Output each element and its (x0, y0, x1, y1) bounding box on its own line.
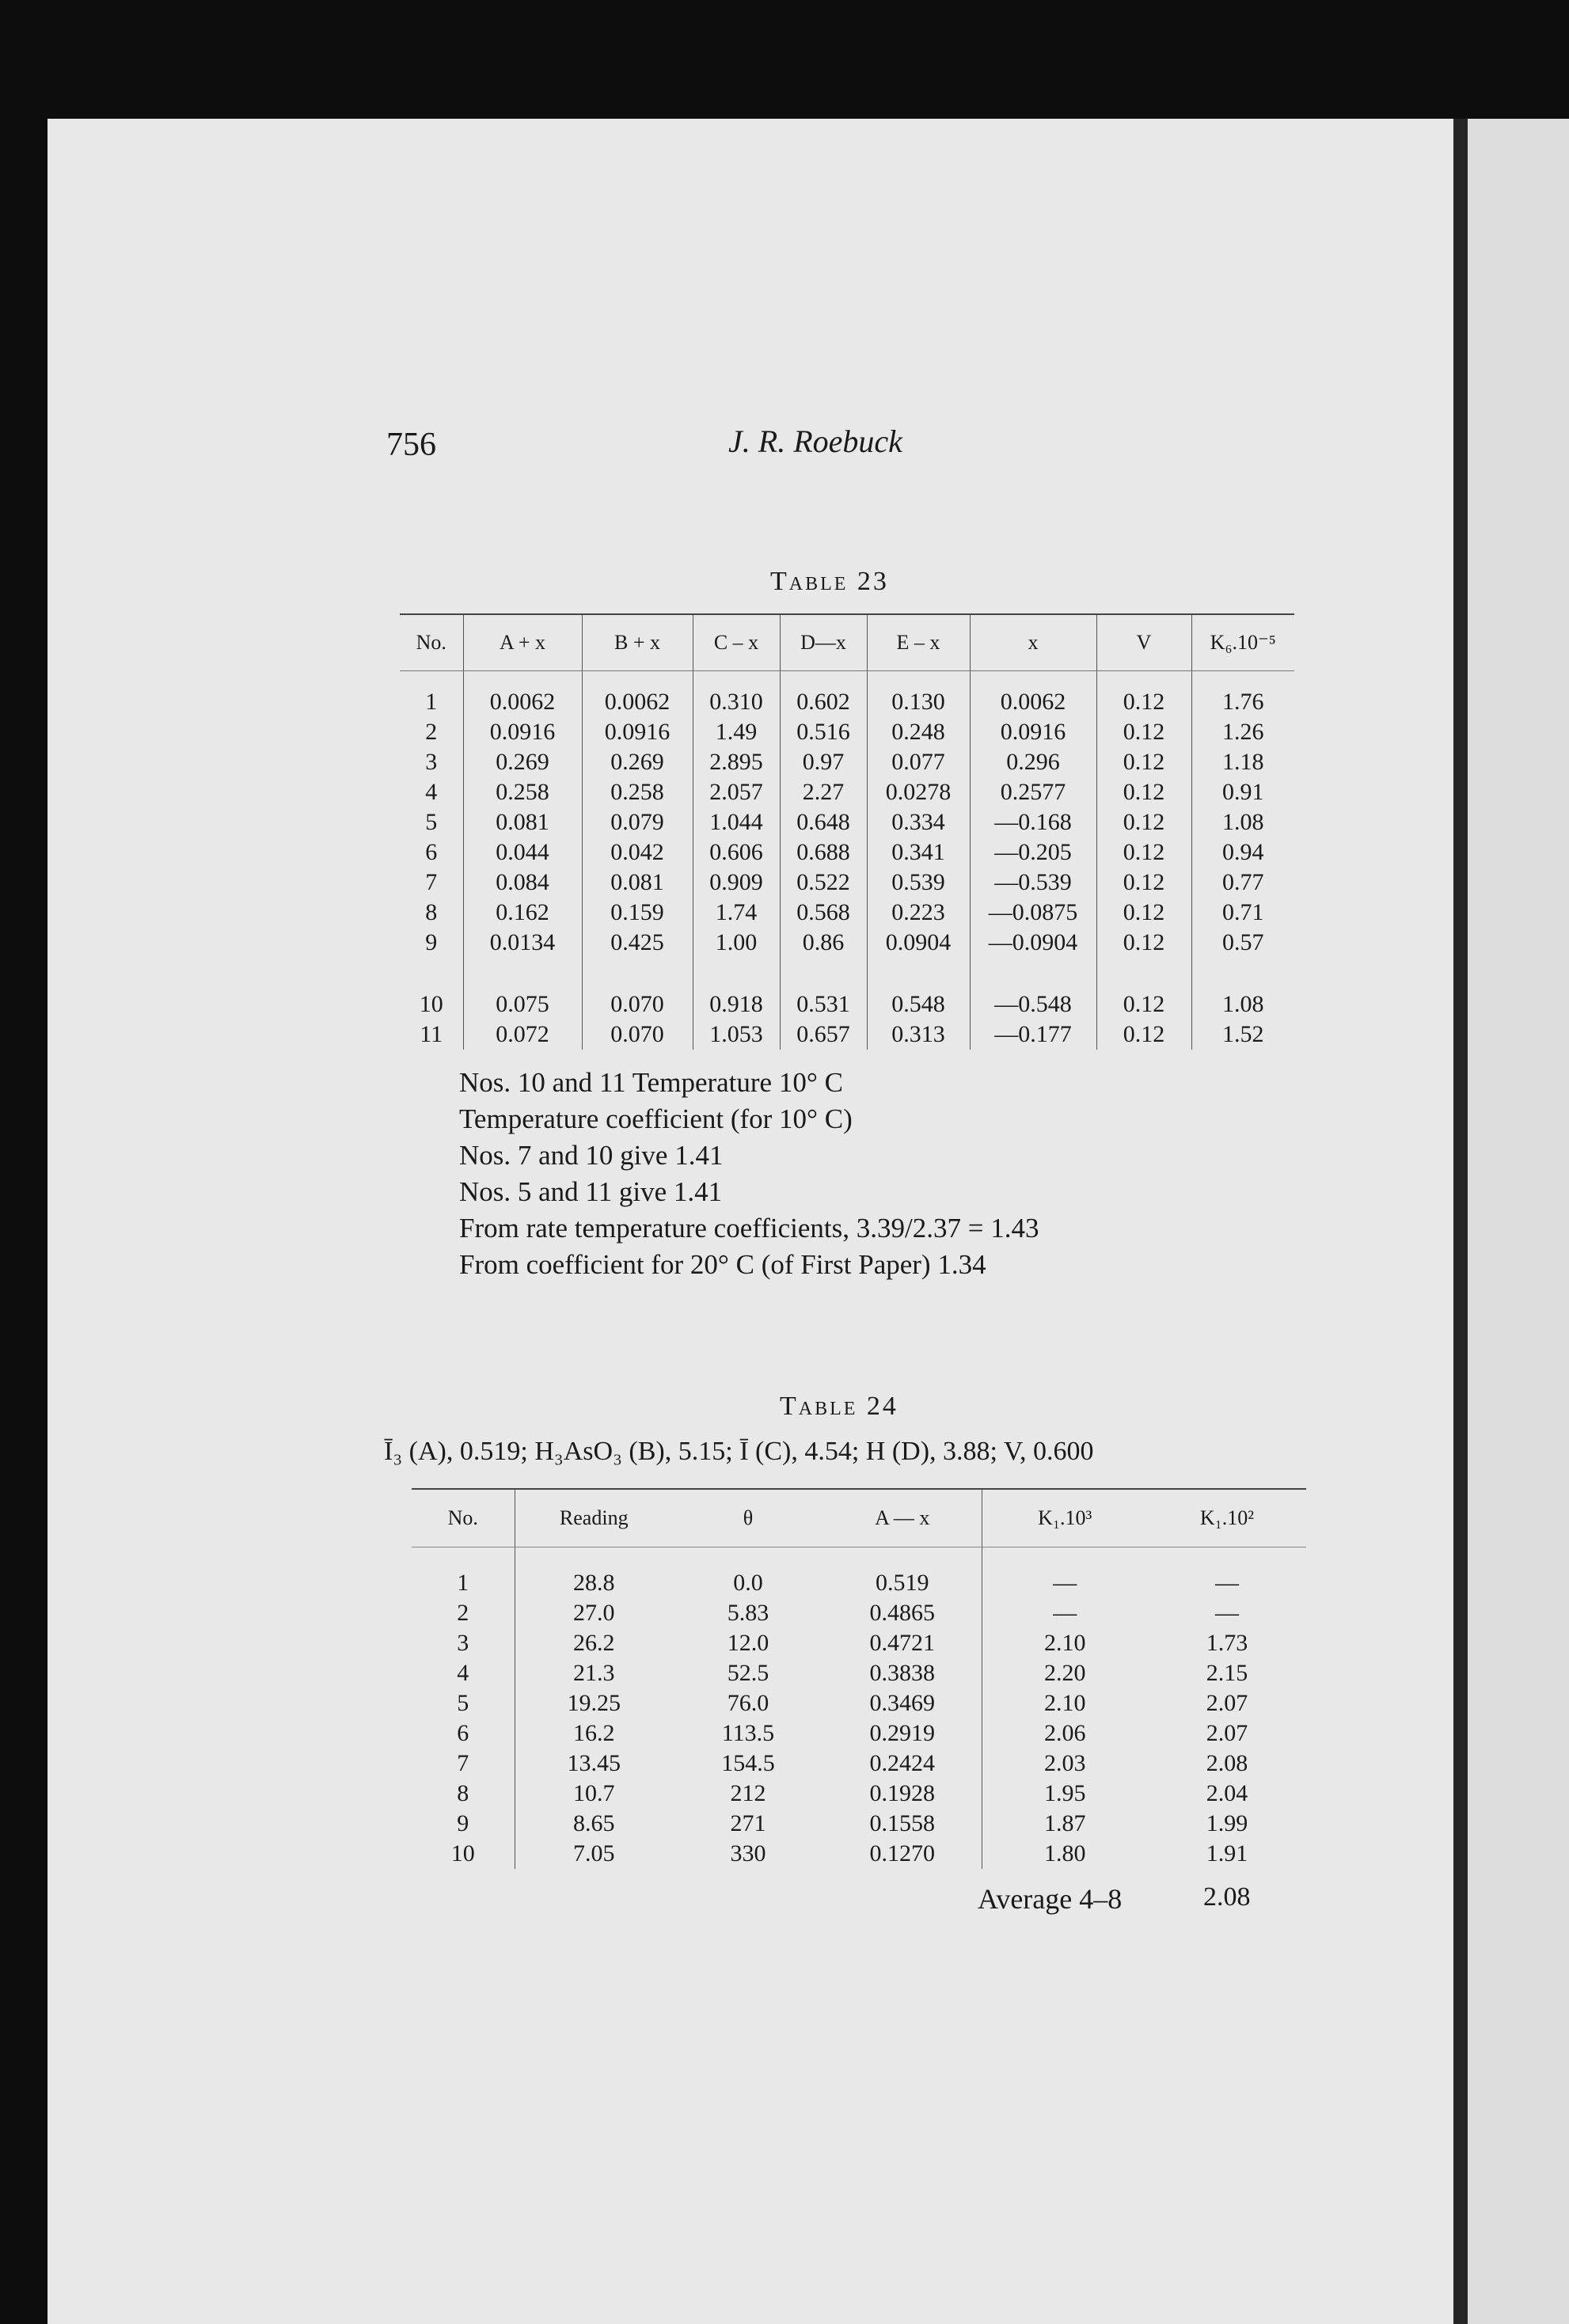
table-cell: 8 (425, 899, 438, 925)
table-cell: 1.87 (982, 1809, 1148, 1839)
table-cell: 0.91 (1191, 777, 1294, 807)
table-cell: 6 (425, 839, 438, 865)
table-row (412, 1688, 1306, 1718)
table-cell: 0.539 (867, 868, 970, 898)
table-24 (412, 1488, 1306, 1869)
table-cell: 10 (419, 991, 443, 1017)
table-23-col-b-plus-x: B + x (582, 614, 693, 671)
table-23-col-x: x (970, 614, 1096, 671)
table-row (400, 837, 1294, 868)
table-cell: 1.73 (1206, 1630, 1248, 1656)
table-24-col-reading: Reading (515, 1489, 673, 1547)
table-cell: 0.0916 (970, 717, 1096, 747)
table-cell: 0.568 (780, 898, 867, 928)
table-cell: 1.80 (982, 1839, 1148, 1869)
table-cell: 9 (425, 929, 438, 955)
table-cell: 1.76 (1191, 687, 1294, 717)
table-cell: 0.71 (1191, 898, 1294, 928)
table-cell: 10 (450, 1840, 475, 1866)
table-row (412, 1839, 1306, 1869)
table-cell: —0.0875 (970, 898, 1096, 928)
table-cell: 0.248 (867, 717, 970, 747)
note-line: Nos. 10 and 11 Temperature 10° C (459, 1067, 843, 1098)
table-cell: 0.0134 (463, 928, 582, 958)
table-cell: 0.084 (463, 868, 582, 898)
table-cell: 0.044 (463, 837, 582, 868)
table-cell: 0.3469 (869, 1690, 935, 1716)
table-cell: 0.0062 (463, 687, 582, 717)
table-cell: 1.95 (982, 1779, 1148, 1809)
table-cell: 0.075 (463, 989, 582, 1020)
table-cell: 2.057 (693, 777, 780, 807)
table-cell: 0.269 (582, 747, 693, 777)
table-cell: 1.91 (1206, 1840, 1248, 1866)
table-cell: 0.1270 (869, 1840, 935, 1866)
table-cell: 2.08 (1206, 1750, 1248, 1776)
table-cell: 1 (457, 1570, 469, 1596)
table-cell: 2.07 (1206, 1690, 1248, 1716)
table-23-col-k6: K₆.10⁻⁵ (1191, 614, 1294, 671)
table-cell: 7.05 (515, 1839, 673, 1869)
note-line: Nos. 5 and 11 give 1.41 (459, 1176, 723, 1207)
table-cell: 330 (730, 1840, 766, 1866)
table-row (400, 1020, 1294, 1050)
table-cell: 11 (420, 1021, 443, 1047)
table-cell: 0.516 (780, 717, 867, 747)
table-cell: 2.10 (982, 1688, 1148, 1718)
table-cell: 0.12 (1096, 989, 1191, 1020)
table-cell: 4 (425, 779, 438, 805)
table-row (412, 1718, 1306, 1749)
table-cell: 1 (425, 689, 438, 715)
table-cell: 0.12 (1096, 868, 1191, 898)
table-cell: —0.177 (970, 1020, 1096, 1050)
table-cell: 0.648 (780, 807, 867, 837)
table-row (412, 1749, 1306, 1779)
table-cell: 2.03 (982, 1749, 1148, 1779)
table-row (400, 868, 1294, 898)
table-cell: 0.0916 (463, 717, 582, 747)
page-binding-shadow (1453, 119, 1468, 2324)
table-cell: 0.1558 (869, 1810, 935, 1836)
table-cell: 0.0062 (970, 687, 1096, 717)
table-cell: 0.94 (1191, 837, 1294, 868)
note-line: From rate temperature coefficients, 3.39/2.37 = 1.43 (459, 1213, 1039, 1244)
table-24-col-k1-10-3: K₁.10³ (982, 1489, 1148, 1547)
table-cell: — (982, 1568, 1148, 1598)
table-cell: 2.06 (982, 1718, 1148, 1749)
table-cell: 0.070 (582, 989, 693, 1020)
table-cell: 0.334 (867, 807, 970, 837)
table-cell: 0.2919 (869, 1720, 935, 1746)
table-cell: 0.4865 (869, 1600, 935, 1626)
table-row (400, 989, 1294, 1020)
table-cell: 2.15 (1206, 1660, 1248, 1686)
table-cell: 0.042 (582, 837, 693, 868)
table-cell: 0.310 (693, 687, 780, 717)
table-cell: 0.0916 (582, 717, 693, 747)
table-cell: 2.27 (780, 777, 867, 807)
table-cell: 1.053 (693, 1020, 780, 1050)
table-cell: 7 (457, 1750, 469, 1776)
table-cell: 26.2 (515, 1628, 673, 1658)
table-cell: 0.909 (693, 868, 780, 898)
table-cell: 0.269 (463, 747, 582, 777)
table-cell: 0.070 (582, 1020, 693, 1050)
note-line: From coefficient for 20° C (of First Paper) 1.34 (459, 1249, 986, 1280)
table-24-average-value: 2.08 (1203, 1882, 1251, 1912)
table-cell: 271 (730, 1810, 766, 1836)
table-cell: 0.258 (463, 777, 582, 807)
table-row (400, 687, 1294, 717)
table-cell: 5.83 (727, 1600, 769, 1626)
table-cell: 0.2577 (970, 777, 1096, 807)
table-24-parameters: Ī₃ (A), 0.519; H₃AsO₃ (B), 5.15; Ī (C), 4.54; H (D), 3.88; V, 0.600 (384, 1437, 1094, 1466)
table-cell: 1.99 (1206, 1810, 1248, 1836)
table-cell: 1.18 (1191, 747, 1294, 777)
table-cell: 0.0904 (867, 928, 970, 958)
table-cell: 0.12 (1096, 928, 1191, 958)
table-cell: 7 (425, 869, 438, 895)
table-cell: 1.26 (1191, 717, 1294, 747)
table-cell: 0.77 (1191, 868, 1294, 898)
table-row (400, 807, 1294, 837)
table-cell: 10.7 (515, 1779, 673, 1809)
table-cell: 1.08 (1191, 989, 1294, 1020)
table-cell: 3 (425, 749, 438, 775)
table-row (400, 717, 1294, 747)
table-cell: —0.0904 (970, 928, 1096, 958)
table-cell: 52.5 (727, 1660, 769, 1686)
table-cell: 0.4721 (869, 1630, 935, 1656)
table-cell: 154.5 (721, 1750, 775, 1776)
table-cell: 0.12 (1096, 837, 1191, 868)
table-23 (400, 613, 1294, 1050)
table-cell: 16.2 (515, 1718, 673, 1749)
table-cell: 0.3838 (869, 1660, 935, 1686)
table-cell: 1.00 (693, 928, 780, 958)
table-23-col-c-minus-x: C – x (693, 614, 780, 671)
table-row (412, 1568, 1306, 1598)
table-24-average-label: Average 4–8 (978, 1883, 1123, 1915)
table-cell: 13.45 (515, 1749, 673, 1779)
table-cell: —0.168 (970, 807, 1096, 837)
table-row (400, 928, 1294, 958)
table-cell: 3 (457, 1630, 469, 1656)
table-cell: 113.5 (721, 1720, 775, 1746)
table-cell: 0.519 (876, 1570, 929, 1596)
table-cell: 5 (457, 1690, 469, 1716)
table-cell: 0.223 (867, 898, 970, 928)
table-cell: 0.12 (1096, 747, 1191, 777)
table-24-caption: Table 24 (780, 1392, 898, 1421)
page-number: 756 (386, 427, 436, 463)
table-cell: 0.918 (693, 989, 780, 1020)
table-cell: 2.895 (693, 747, 780, 777)
table-cell: 0.341 (867, 837, 970, 868)
facing-page-edge (1468, 119, 1569, 2324)
table-cell: 5 (425, 809, 438, 835)
table-row (412, 1658, 1306, 1688)
table-cell: — (1215, 1570, 1239, 1596)
table-cell: 2 (425, 719, 438, 745)
table-cell: 0.296 (970, 747, 1096, 777)
table-cell: 8.65 (515, 1809, 673, 1839)
table-cell: 1.52 (1191, 1020, 1294, 1050)
table-cell: 0.12 (1096, 687, 1191, 717)
table-cell: 0.606 (693, 837, 780, 868)
table-cell: 6 (457, 1720, 469, 1746)
table-row (400, 777, 1294, 807)
table-23-caption: Table 23 (770, 567, 889, 596)
table-24-col-theta: θ (673, 1489, 823, 1547)
table-cell: 0.159 (582, 898, 693, 928)
table-cell: 0.1928 (869, 1780, 935, 1806)
table-cell: 0.12 (1096, 1020, 1191, 1050)
table-cell: 0.081 (463, 807, 582, 837)
table-row (412, 1809, 1306, 1839)
table-23-col-d-minus-x: D—x (780, 614, 867, 671)
table-cell: 2.20 (982, 1658, 1148, 1688)
table-24-col-a-minus-x: A — x (823, 1489, 982, 1547)
table-24-col-no: No. (412, 1489, 515, 1547)
table-cell: 8 (457, 1780, 469, 1806)
table-cell: 0.522 (780, 868, 867, 898)
table-cell: 1.49 (693, 717, 780, 747)
table-cell: 21.3 (515, 1658, 673, 1688)
table-cell: 0.0278 (867, 777, 970, 807)
table-cell: 0.57 (1191, 928, 1294, 958)
table-cell: —0.539 (970, 868, 1096, 898)
table-23-col-no: No. (400, 614, 463, 671)
table-cell: 0.86 (780, 928, 867, 958)
table-23-col-e-minus-x: E – x (867, 614, 970, 671)
table-cell: 0.081 (582, 868, 693, 898)
table-24-col-k1-10-2: K₁.10² (1148, 1489, 1306, 1547)
table-23-notes (459, 1065, 1039, 1283)
table-cell: 0.657 (780, 1020, 867, 1050)
table-cell: 0.0062 (582, 687, 693, 717)
table-cell: 28.8 (515, 1568, 673, 1598)
table-cell: 9 (457, 1810, 469, 1836)
table-cell: —0.548 (970, 989, 1096, 1020)
table-cell: 0.531 (780, 989, 867, 1020)
table-cell: 0.12 (1096, 777, 1191, 807)
table-24-header-row (412, 1489, 1306, 1547)
table-cell: 19.25 (515, 1688, 673, 1718)
table-cell: 2.07 (1206, 1720, 1248, 1746)
running-head: J. R. Roebuck (728, 423, 902, 459)
table-23-header-row (400, 614, 1294, 671)
note-line: Temperature coefficient (for 10° C) (459, 1103, 853, 1134)
table-cell: 0.548 (867, 989, 970, 1020)
table-cell: 0.688 (780, 837, 867, 868)
table-cell: 2 (457, 1600, 469, 1626)
table-row (412, 1598, 1306, 1628)
table-cell: 0.602 (780, 687, 867, 717)
table-cell: 27.0 (515, 1598, 673, 1628)
table-cell: 4 (457, 1660, 469, 1686)
table-cell: 2.10 (982, 1628, 1148, 1658)
table-cell: 0.072 (463, 1020, 582, 1050)
table-cell: 0.162 (463, 898, 582, 928)
table-23-col-a-plus-x: A + x (463, 614, 582, 671)
table-cell: 0.2424 (869, 1750, 935, 1776)
table-cell: 0.12 (1096, 898, 1191, 928)
table-cell: 0.258 (582, 777, 693, 807)
table-cell: 1.044 (693, 807, 780, 837)
table-cell: 0.130 (867, 687, 970, 717)
table-row (400, 747, 1294, 777)
table-cell: — (982, 1598, 1148, 1628)
note-line: Nos. 7 and 10 give 1.41 (459, 1140, 724, 1171)
table-cell: 2.04 (1206, 1780, 1248, 1806)
table-cell: 0.313 (867, 1020, 970, 1050)
table-row (412, 1628, 1306, 1658)
table-cell: 0.425 (582, 928, 693, 958)
table-cell: 0.97 (780, 747, 867, 777)
table-cell: 0.079 (582, 807, 693, 837)
table-row (412, 1779, 1306, 1809)
table-23-col-v: V (1096, 614, 1191, 671)
table-cell: — (1215, 1600, 1239, 1626)
table-cell: 0.12 (1096, 807, 1191, 837)
table-cell: 76.0 (727, 1690, 769, 1716)
table-cell: 0.12 (1096, 717, 1191, 747)
table-cell: 212 (730, 1780, 766, 1806)
table-cell: 0.0 (733, 1570, 763, 1596)
table-cell: 0.077 (867, 747, 970, 777)
table-cell: 12.0 (727, 1630, 769, 1656)
table-cell: 1.74 (693, 898, 780, 928)
table-cell: 1.08 (1191, 807, 1294, 837)
table-cell: —0.205 (970, 837, 1096, 868)
table-row (400, 898, 1294, 928)
